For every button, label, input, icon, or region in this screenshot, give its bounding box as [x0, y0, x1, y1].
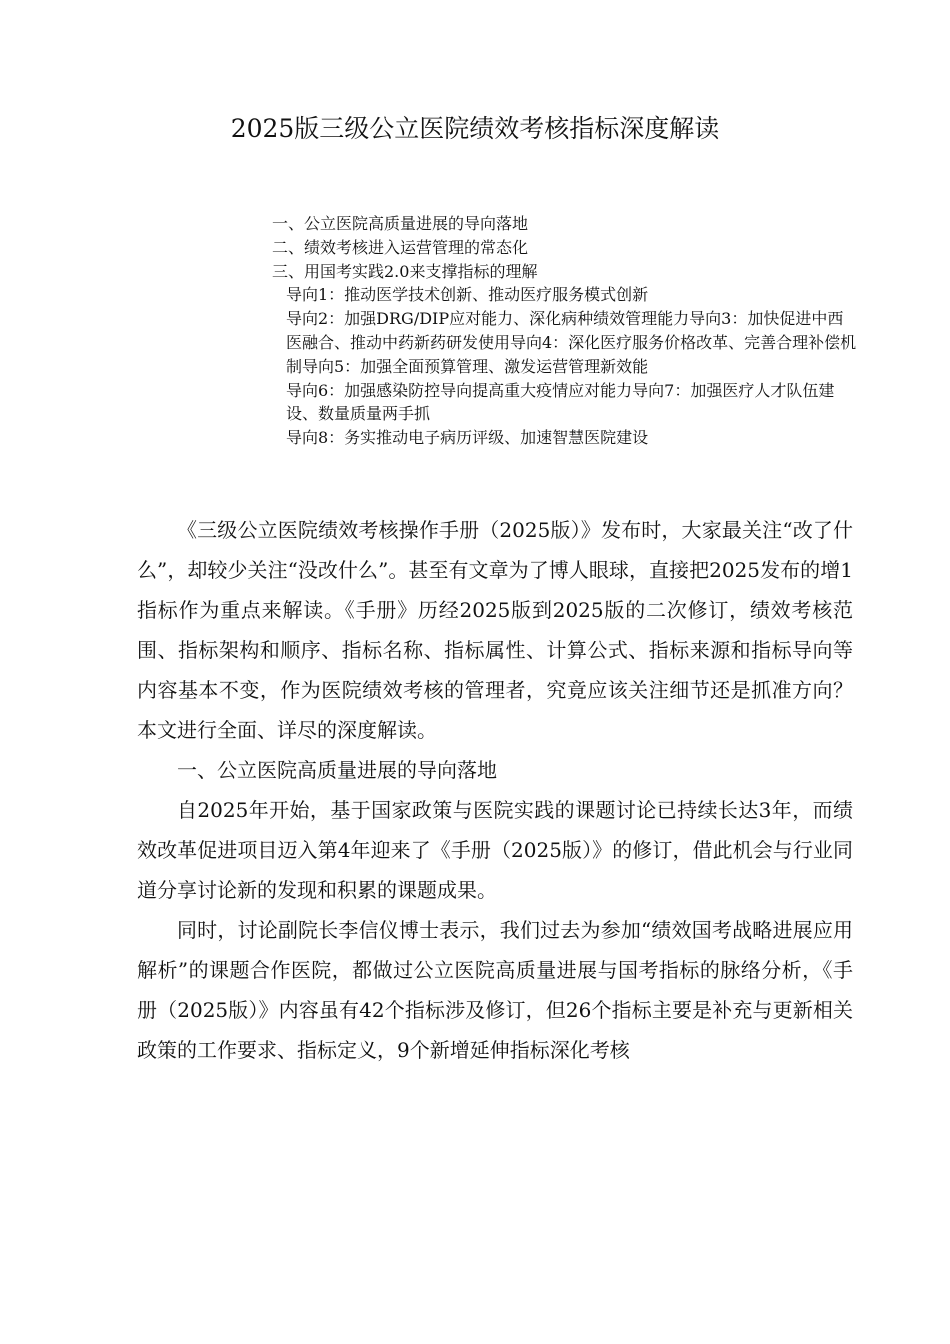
intro-paragraph: 《三级公立医院绩效考核操作手册（2025版）》发布时，大家最关注“改了什么”，却较少关注“没改什么”。甚至有文章为了博人眼球，直接把2025发布的增1指标作为重点来解读。《手册》历经2025版到2025版的二次修订，绩效考核范围、指标架构和顺序、指标名称、指标属性、计算公式、指标来源和指标导向等内容基本不变，作为医院绩效考核的管理者，究竟应该关注细节还是抓准方向？本文进行全面、详尽的深度解读。	[137, 518, 853, 742]
toc-guide-8: 导向8：务实推动电子病历评级、加速智慧医院建设	[286, 428, 649, 448]
toc-guide-2-5: 导向2：加强DRG/DIP应对能力、深化病种绩效管理能力导向3：加快促进中西医融合、推动中药新药研发使用导向4：深化医疗服务价格改革、完善合理补偿机制导向5：加强全面预算管理、激发运营管理新效能	[286, 309, 857, 376]
section-paragraph-2: 同时，讨论副院长李信仪博士表示，我们过去为参加“绩效国考战略进展应用解析”的课题合作医院，都做过公立医院高质量进展与国考指标的脉络分析，《手册（2025版）》内容虽有42个指标涉及修订，但26个指标主要是补充与更新相关政策的工作要求、指标定义，9个新增延伸指标深化考核	[137, 918, 853, 1062]
toc-item-2: 二、绩效考核进入运营管理的常态化	[272, 237, 529, 257]
table-of-contents	[272, 212, 858, 450]
document-title: 2025版三级公立医院绩效考核指标深度解读	[230, 114, 720, 143]
body-text	[137, 510, 853, 1070]
toc-guide-6-7: 导向6：加强感染防控导向提高重大疫情应对能力导向7：加强医疗人才队伍建设、数量质量两手抓	[286, 380, 835, 424]
toc-guide-1: 导向1：推动医学技术创新、推动医疗服务模式创新	[286, 285, 649, 305]
toc-item-3: 三、用国考实践2.0来支撑指标的理解	[272, 261, 538, 281]
section-paragraph-1: 自2025年开始，基于国家政策与医院实践的课题讨论已持续长达3年，而绩效改革促进项目迈入第4年迎来了《手册（2025版）》的修订，借此机会与行业同道分享讨论新的发现和积累的课题成果。	[137, 798, 853, 902]
section-heading-1: 一、公立医院高质量进展的导向落地	[177, 758, 497, 782]
toc-item-1: 一、公立医院高质量进展的导向落地	[272, 214, 529, 233]
